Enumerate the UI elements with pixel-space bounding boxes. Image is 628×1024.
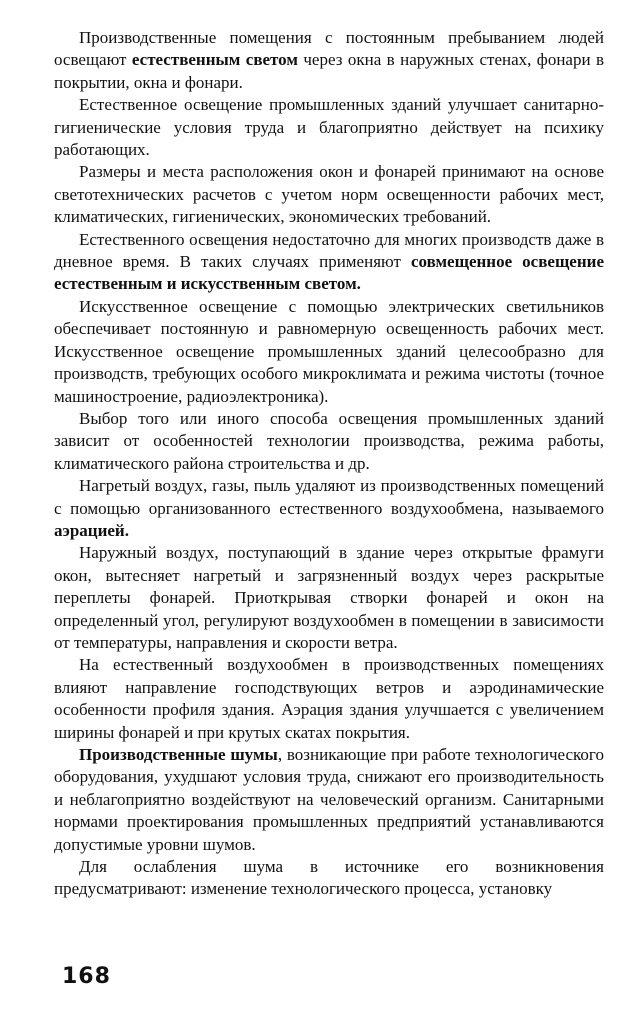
paragraph	[54, 856, 604, 901]
text-run: , возникающие при работе технологического оборудования, ухудшают условия труда, снижают его производительность и неблагоприятно воздействуют на человеческий организм. Санитарными нормами проектирования промышленных предприятий устанавливаются допустимые уровни шумов.	[54, 745, 604, 854]
bold-term: аэрацией.	[54, 520, 129, 540]
text-run: Наружный воздух, поступающий в здание через открытые фрамуги окон, вытесняет нагретый и загрязненный воздух через раскрытые переплеты фонарей. Приоткрывая створки фонарей и окон на определенный угол, регулируют воздухообмен в помещении в зависимости от температуры, направления и скорости ветра.	[54, 543, 604, 652]
paragraph	[54, 161, 604, 228]
paragraph	[54, 296, 604, 408]
paragraph	[54, 744, 604, 856]
paragraph	[54, 94, 604, 161]
text-run: через окна в наружных стенах, фонари в покрытии, окна и фонари.	[54, 50, 605, 92]
text-run: Производственные помещения с постоянным пребыванием людей освещают	[54, 28, 604, 70]
paragraph	[54, 408, 604, 475]
text-run: На естественный воздухообмен в производственных помещениях влияют направление господствующих ветров и аэродинамические особенности профиля здания. Аэрация здания улучшается с увеличением ширины фонарей и при крутых скатах покрытия.	[54, 655, 604, 742]
paragraph	[54, 229, 604, 296]
paragraph	[54, 542, 604, 654]
page-number: 168	[62, 964, 111, 989]
text-run: Искусственное освещение с помощью электрических светильников обеспечивает постоянную и равномерную освещенность рабочих мест. Искусственное освещение промышленных зданий целесообразно для производств, требующих особого микроклимата и режима чистоты (точное машиностроение, радиоэлектроника).	[54, 296, 604, 406]
paragraph	[54, 27, 604, 94]
body-text	[54, 27, 604, 901]
bold-term: совмещенное освещение естественным и искусственным светом.	[54, 252, 604, 294]
text-run: Нагретый воздух, газы, пыль удаляют из производственных помещений с помощью организованного естественного воздухообмена, называемого	[54, 476, 604, 518]
bold-term: Производственные шумы	[79, 745, 278, 764]
text-run: Размеры и места расположения окон и фонарей принимают на основе светотехнических расчетов с учетом норм освещенности рабочих мест, климатических, гигиенических, экономических требований.	[54, 162, 604, 227]
text-run: Выбор того или иного способа освещения промышленных зданий зависит от особенностей технологии производства, режима работы, климатического района строительства и др.	[54, 408, 604, 473]
text-run: Естественного освещения недостаточно для многих производств даже в дневное время. В таких случаях применяют	[54, 229, 604, 272]
bold-term: естественным светом	[131, 50, 298, 70]
text-run: Естественное освещение промышленных зданий улучшает санитарно-гигиенические условия труда и благоприятно действует на психику работающих.	[54, 95, 604, 160]
paragraph	[54, 475, 604, 542]
paragraph	[54, 654, 604, 744]
text-run: Для ослабления шума в источнике его возникновения предусматривают: изменение технологического процесса, установку	[54, 857, 604, 899]
